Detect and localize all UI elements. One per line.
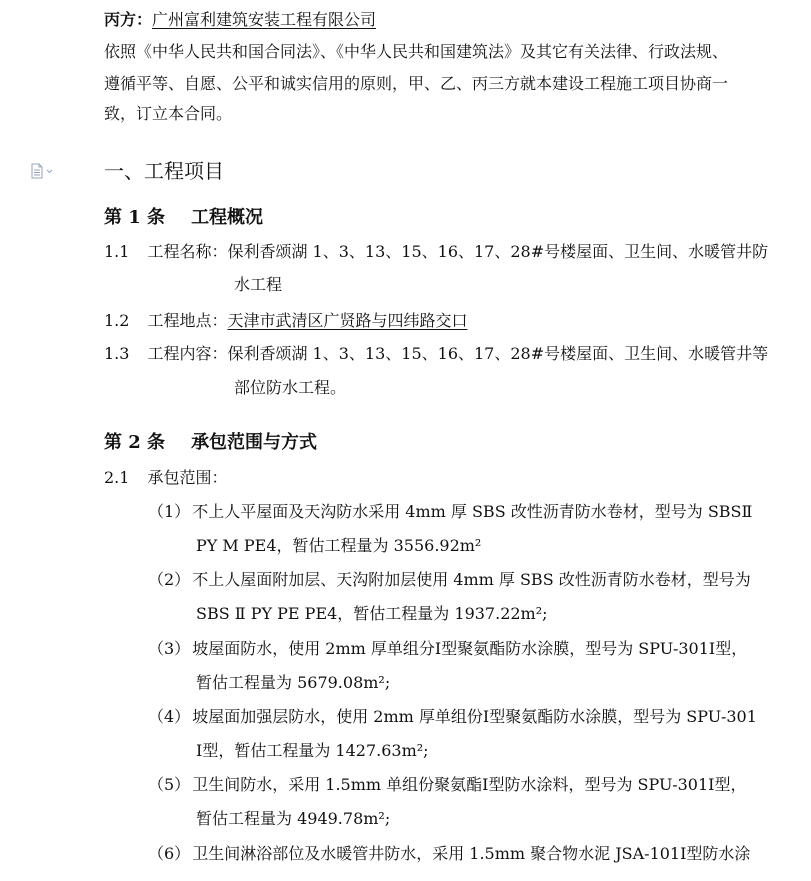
scope-text: 不上人平屋面及天沟防水采用 4mm 厚 SBS 改性沥青防水卷材，型号为 SBSⅡ	[192, 502, 753, 521]
scope-item-6	[148, 843, 750, 865]
article-2-heading	[104, 431, 317, 455]
clause-1-3-continued: 部位防水工程。	[234, 378, 347, 397]
clause-label: 工程内容：	[147, 344, 228, 363]
scope-item-3	[148, 638, 747, 660]
clause-number: 1.2	[104, 311, 130, 330]
scope-text: 不上人屋面附加层、天沟附加层使用 4mm 厚 SBS 改性沥青防水卷材，型号为	[192, 570, 751, 589]
preamble-line-3: 致，订立本合同。	[104, 104, 233, 123]
party-c-label: 丙方：	[104, 10, 153, 29]
scope-number: （6）	[148, 844, 191, 863]
clause-2-1	[104, 467, 227, 489]
clause-1-1-continued: 水工程	[234, 275, 283, 294]
document-icon[interactable]	[30, 163, 56, 179]
clause-1-3	[104, 343, 768, 365]
article-1-heading	[104, 206, 263, 230]
scope-item-2-continued: SBS Ⅱ PY PE PE4，暂估工程量为 1937.22m²;	[196, 604, 548, 623]
section-heading: 一、工程项目	[104, 159, 224, 183]
clause-number: 2.1	[104, 468, 130, 487]
clause-text: 保利香颂湖 1、3、13、15、16、17、28#号楼屋面、卫生间、水暖管井防	[227, 242, 769, 261]
clause-label: 工程地点：	[147, 311, 228, 330]
scope-text: 卫生间淋浴部位及水暖管井防水，采用 1.5mm 聚合物水泥 JSA-101Ⅰ型防水涂	[192, 844, 751, 863]
scope-number: （5）	[148, 775, 191, 794]
scope-item-1-continued: PY M PE4，暂估工程量为 3556.92m²	[196, 536, 482, 555]
clause-text: 天津市武清区广贤路与四纬路交口	[227, 311, 468, 330]
scope-text: 坡屋面加强层防水，使用 2mm 厚单组份Ⅰ型聚氨酯防水涂膜，型号为 SPU-301	[192, 707, 757, 726]
preamble-line-1: 依照《中华人民共和国合同法》、《中华人民共和国建筑法》及其它有关法律、行政法规、	[104, 42, 729, 61]
article-1-title: 工程概况	[191, 207, 264, 228]
article-1-number: 第 1 条	[104, 207, 166, 228]
article-2-number: 第 2 条	[104, 432, 166, 453]
party-c-name: 广州富利建筑安装工程有限公司	[152, 10, 377, 29]
scope-text: 卫生间防水，采用 1.5mm 单组份聚氨酯Ⅰ型防水涂料，型号为 SPU-301Ⅰ型，	[192, 775, 747, 794]
clause-text: 保利香颂湖 1、3、13、15、16、17、28#号楼屋面、卫生间、水暖管井等	[227, 344, 769, 363]
clause-label: 工程名称：	[147, 242, 228, 261]
scope-text: 坡屋面防水，使用 2mm 厚单组分Ⅰ型聚氨酯防水涂膜，型号为 SPU-301Ⅰ型，	[192, 639, 748, 658]
scope-number: （4）	[148, 707, 191, 726]
scope-item-4	[148, 706, 757, 728]
scope-number: （3）	[148, 639, 191, 658]
scope-item-4-continued: Ⅰ型，暂估工程量为 1427.63m²;	[196, 741, 429, 760]
scope-item-2	[148, 569, 751, 591]
scope-item-3-continued: 暂估工程量为 5679.08m²;	[196, 673, 391, 692]
scope-item-5	[148, 774, 746, 796]
scope-item-1	[148, 501, 752, 523]
clause-1-1	[104, 241, 768, 263]
preamble-line-2: 遵循平等、自愿、公平和诚实信用的原则，甲、乙、丙三方就本建设工程施工项目协商一	[104, 74, 729, 93]
article-2-title: 承包范围与方式	[191, 432, 318, 453]
clause-1-2	[104, 310, 467, 332]
party-c-line	[104, 9, 376, 31]
clause-number: 1.1	[104, 242, 130, 261]
scope-number: （1）	[148, 502, 191, 521]
scope-item-5-continued: 暂估工程量为 4949.78m²;	[196, 809, 391, 828]
clause-label: 承包范围：	[147, 468, 228, 487]
clause-number: 1.3	[104, 344, 130, 363]
scope-number: （2）	[148, 570, 191, 589]
